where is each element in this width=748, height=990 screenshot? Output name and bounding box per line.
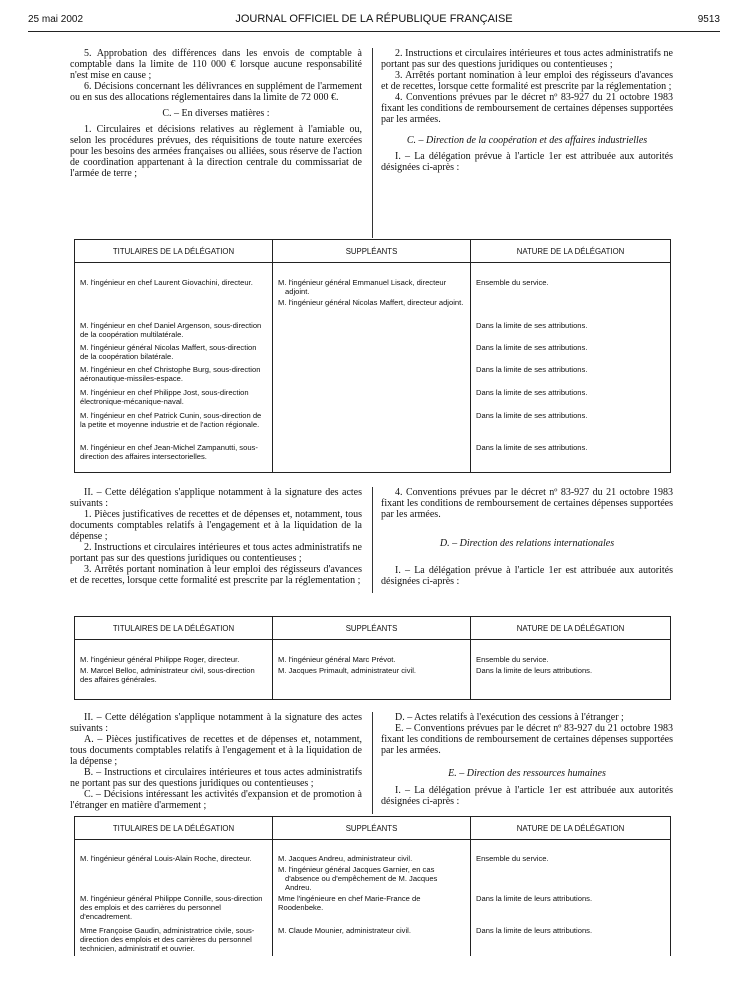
- nature-cell: Ensemble du service.: [471, 640, 671, 666]
- table-row: [75, 321, 671, 343]
- suppleant-cell: [273, 840, 471, 895]
- paragraph: 2. Instructions et circulaires intérieures et tous actes administratifs ne portant pas sur des questions juridiques ou contentieuses ;: [70, 542, 362, 564]
- table-row: [75, 411, 671, 443]
- paragraph: D. – Actes relatifs à l'exécution des cessions à l'étranger ;: [395, 712, 624, 723]
- column-header: NATURE DE LA DÉLÉGATION: [471, 617, 671, 640]
- paragraph: B. – Instructions et circulaires intérieures et tous actes administratifs ne portant pas sur des questions juridiques ou contentieuses ;: [70, 767, 362, 789]
- suppleant-cell: [273, 365, 471, 388]
- nature-cell: Dans la limite de ses attributions.: [471, 321, 671, 343]
- suppleant-cell: [273, 443, 471, 473]
- suppleant-cell: M. Jacques Primault, administrateur civil.: [273, 666, 471, 700]
- nature-cell: Ensemble du service.: [471, 840, 671, 895]
- column-header: TITULAIRES DE LA DÉLÉGATION: [75, 240, 273, 263]
- titulaire-cell: M. l'ingénieur général Philippe Connille, sous-direction des emplois et des carrières du personnel d'encadrement.: [75, 894, 273, 926]
- section-heading: D. – Direction des relations internationales: [439, 538, 615, 549]
- nature-cell: Dans la limite de leurs attributions.: [471, 926, 671, 956]
- suppleant-cell: [273, 388, 471, 411]
- paragraph: 2. Instructions et circulaires intérieures et tous actes administratifs ne portant pas sur des questions juridiques ou contentieuses ;: [381, 48, 673, 70]
- paragraph: 4. Conventions prévues par le décret nº 83-927 du 21 octobre 1983 fixant les conditions de remboursement de certaines dépenses supportées par les armées.: [381, 92, 673, 125]
- suppleant-cell: [273, 411, 471, 443]
- paragraph: I. – La délégation prévue à l'article 1er est attribuée aux autorités désignées ci-après :: [381, 151, 673, 173]
- paragraph: E. – Conventions prévues par le décret nº 83-927 du 21 octobre 1983 fixant les conditions de remboursement de certaines dépenses supportées par les armées.: [381, 723, 673, 756]
- section-heading: C. – Direction de la coopération et des affaires industrielles: [406, 135, 648, 146]
- nature-cell: Dans la limite de ses attributions.: [471, 365, 671, 388]
- page-header: [28, 10, 720, 30]
- paragraph: 1. Pièces justificatives de recettes et de dépenses et, notamment, tous documents comptables relatifs à l'engagement et à la liquidation de la dépense ;: [70, 509, 362, 542]
- titulaire-cell: M. l'ingénieur en chef Christophe Burg, sous-direction aéronautique-missiles-espace.: [75, 365, 273, 388]
- delegation-table-3: [74, 816, 671, 956]
- nature-cell: Dans la limite de ses attributions.: [471, 411, 671, 443]
- suppleant-cell: M. l'ingénieur général Marc Prévot.: [273, 640, 471, 666]
- nature-cell: Dans la limite de leurs attributions.: [471, 666, 671, 700]
- paragraph: II. – Cette délégation s'applique notamment à la signature des actes suivants :: [70, 712, 362, 734]
- titulaire-cell: M. l'ingénieur général Philippe Roger, directeur.: [75, 640, 273, 666]
- nature-cell: Dans la limite de ses attributions.: [471, 388, 671, 411]
- column-header: NATURE DE LA DÉLÉGATION: [471, 240, 671, 263]
- titulaire-cell: M. l'ingénieur général Nicolas Maffert, sous-direction de la coopération bilatérale.: [75, 343, 273, 365]
- sec2-left-column: [70, 487, 362, 586]
- section-heading: E. – Direction des ressources humaines: [448, 768, 606, 779]
- table-row: [75, 840, 671, 895]
- table-row: [75, 388, 671, 411]
- paragraph: C. – En diverses matières :: [162, 108, 270, 119]
- table-row: [75, 926, 671, 956]
- paragraph: 4. Conventions prévues par le décret nº 83-927 du 21 octobre 1983 fixant les conditions de remboursement de certaines dépenses supportées par les armées.: [381, 487, 673, 520]
- sec2-right-column: [381, 487, 673, 587]
- titulaire-cell: M. l'ingénieur en chef Patrick Cunin, sous-direction de la petite et moyenne industrie et de l'action régionale.: [75, 411, 273, 443]
- table-row: [75, 894, 671, 926]
- journal-title: JOURNAL OFFICIEL DE LA RÉPUBLIQUE FRANÇAISE: [235, 13, 513, 25]
- nature-cell: Dans la limite de ses attributions.: [471, 343, 671, 365]
- paragraph: C. – Décisions intéressant les activités d'expansion et de promotion à l'étranger en matière d'armement ;: [70, 789, 362, 811]
- suppleant-cell: [273, 343, 471, 365]
- suppleant-cell: Mme l'ingénieure en chef Marie-France de Roodenbeke.: [273, 894, 471, 926]
- header-rule: [28, 31, 720, 32]
- titulaire-cell: M. l'ingénieur en chef Laurent Giovachini, directeur.: [75, 263, 273, 321]
- column-divider: [372, 48, 373, 238]
- table-row: [75, 666, 671, 700]
- page-number: 9513: [697, 14, 720, 25]
- column-header: SUPPLÉANTS: [273, 817, 471, 840]
- paragraph: 3. Arrêtés portant nomination à leur emploi des régisseurs d'avances et de recettes, lorsque cette formalité est prescrite par la réglementation ;: [70, 564, 362, 586]
- titulaire-cell: M. l'ingénieur en chef Daniel Argenson, sous-direction de la coopération multilatérale.: [75, 321, 273, 343]
- titulaire-cell: M. l'ingénieur en chef Philippe Jost, sous-direction électronique-mécanique-naval.: [75, 388, 273, 411]
- column-header: SUPPLÉANTS: [273, 617, 471, 640]
- nature-cell: Dans la limite de ses attributions.: [471, 443, 671, 473]
- nature-cell: Dans la limite de leurs attributions.: [471, 894, 671, 926]
- column-header: TITULAIRES DE LA DÉLÉGATION: [75, 617, 273, 640]
- sec1-right-column: [381, 48, 673, 173]
- paragraph: A. – Pièces justificatives de recettes et de dépenses et, notamment, tous documents comptables relatifs à l'engagement et à la liquidation de la dépense ;: [70, 734, 362, 767]
- delegation-table-1: [74, 239, 671, 473]
- delegation-table-2: [74, 616, 671, 700]
- titulaire-cell: M. l'ingénieur en chef Jean-Michel Zampanutti, sous-direction des affaires intersectorielles.: [75, 443, 273, 473]
- table-row: [75, 365, 671, 388]
- column-header: NATURE DE LA DÉLÉGATION: [471, 817, 671, 840]
- sec3-left-column: [70, 712, 362, 811]
- table-row: [75, 343, 671, 365]
- suppleant-entry: M. Jacques Andreu, administrateur civil.: [278, 854, 413, 863]
- paragraph: I. – La délégation prévue à l'article 1er est attribuée aux autorités désignées ci-après :: [381, 565, 673, 587]
- sec3-right-column: [381, 712, 673, 807]
- paragraph: 3. Arrêtés portant nomination à leur emploi des régisseurs d'avances et de recettes, lorsque cette formalité est prescrite par la réglementation ;: [381, 70, 673, 92]
- paragraph: II. – Cette délégation s'applique notamment à la signature des actes suivants :: [70, 487, 362, 509]
- nature-cell: Ensemble du service.: [471, 263, 671, 321]
- suppleant-cell: M. Claude Mounier, administrateur civil.: [273, 926, 471, 956]
- issue-date: 25 mai 2002: [28, 14, 84, 25]
- column-header: SUPPLÉANTS: [273, 240, 471, 263]
- titulaire-cell: M. l'ingénieur général Louis-Alain Roche, directeur.: [75, 840, 273, 895]
- suppleant-entry: M. l'ingénieur général Jacques Garnier, en cas d'absence ou d'empêchement de M. Jacques Andreu.: [278, 865, 438, 892]
- paragraph: 6. Décisions concernant les délivrances en supplément de l'armement ou en sus des allocations réglementaires dans la limite de 72 000 €.: [70, 81, 362, 103]
- column-divider: [372, 487, 373, 593]
- suppleant-cell: [273, 263, 471, 321]
- column-header: TITULAIRES DE LA DÉLÉGATION: [75, 817, 273, 840]
- table-row: [75, 443, 671, 473]
- paragraph: 1. Circulaires et décisions relatives au règlement à l'amiable ou, selon les procédures prévues, des réquisitions de toute nature exercées pour les besoins des armées françaises ou alliées, sous réserve de l'action de coordination appartenant à la direction centrale du commissariat de l'armée de terre ;: [70, 124, 362, 179]
- column-divider: [372, 712, 373, 814]
- titulaire-cell: Mme Françoise Gaudin, administratrice civile, sous-direction des emplois et des carrières du personnel technicien, administratif et ouvrier.: [75, 926, 273, 956]
- paragraph: 5. Approbation des différences dans les envois de comptable à comptable dans la limite de 110 000 € lorsque aucune responsabilité n'est mise en cause ;: [70, 48, 362, 81]
- sec1-left-column: [70, 48, 362, 179]
- suppleant-entry: M. l'ingénieur général Nicolas Maffert, directeur adjoint.: [278, 298, 464, 307]
- table-row: [75, 640, 671, 666]
- suppleant-cell: [273, 321, 471, 343]
- titulaire-cell: M. Marcel Belloc, administrateur civil, sous-direction des affaires générales.: [75, 666, 273, 700]
- table-row: [75, 263, 671, 321]
- suppleant-entry: M. l'ingénieur général Emmanuel Lisack, directeur adjoint.: [278, 278, 447, 296]
- paragraph: I. – La délégation prévue à l'article 1er est attribuée aux autorités désignées ci-après :: [381, 785, 673, 807]
